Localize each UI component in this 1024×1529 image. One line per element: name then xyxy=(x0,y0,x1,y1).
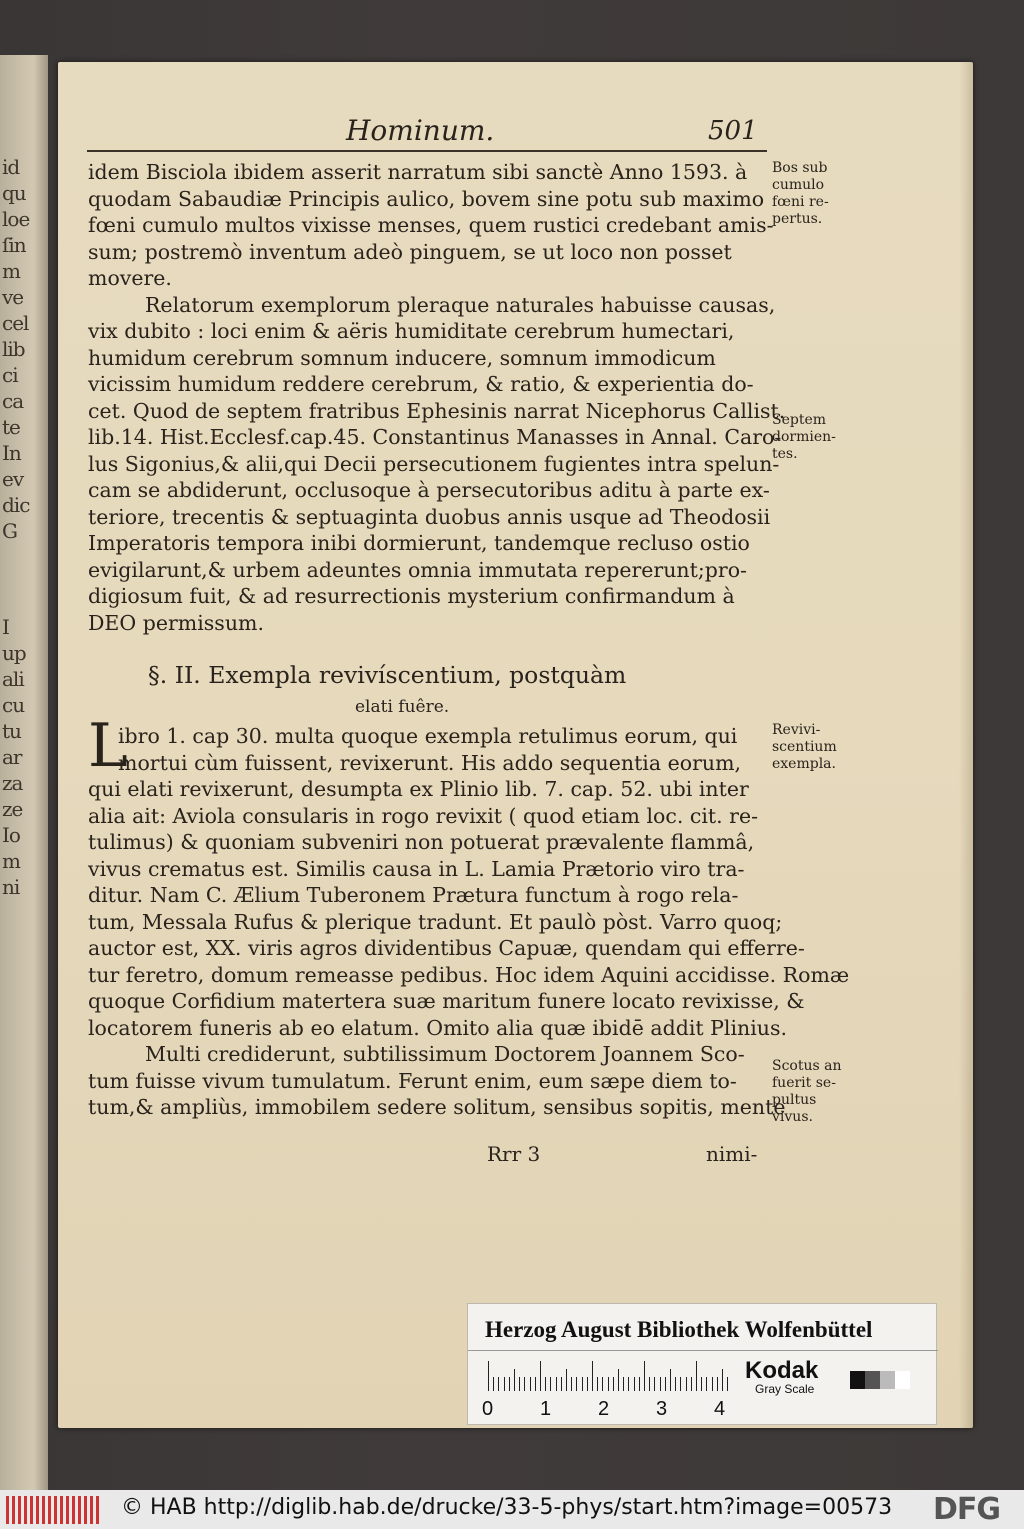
scale-tick xyxy=(498,1377,499,1391)
logo-bar xyxy=(90,1496,93,1524)
adjacent-page-fragment: m xyxy=(2,259,20,283)
text-line: humidum cerebrum somnum inducere, somnum immodicum xyxy=(88,345,716,370)
text-line: ibro 1. cap 30. multa quoque exempla retulimus eorum, qui xyxy=(118,724,738,748)
text-line: movere. xyxy=(88,266,172,290)
text-line: idem Bisciola ibidem asserit narratum sibi sanctè Anno 1593. à xyxy=(88,160,748,184)
scale-tick xyxy=(514,1369,515,1391)
margin-note: Septem dormien- tes. xyxy=(772,412,836,462)
scale-tick xyxy=(545,1377,546,1391)
text-line: alia ait: Aviola consularis in rogo revixit ( quod etiam loc. cit. re- xyxy=(88,803,759,828)
scale-tick xyxy=(649,1377,650,1391)
adjacent-page-fragment: In xyxy=(2,441,21,465)
scale-tick xyxy=(680,1377,681,1391)
source-url-link[interactable]: © HAB http://diglib.hab.de/drucke/33-5-phys/start.htm?image=00573 xyxy=(121,1495,893,1520)
text-line: Relatorum exemplorum pleraque naturales habuisse causas, xyxy=(145,292,776,317)
adjacent-page-fragment: up xyxy=(2,641,26,665)
text-line: sum; postremò inventum adeò pinguem, se ut loco non posset xyxy=(88,239,732,264)
hab-logo-icon xyxy=(6,1496,102,1524)
text-line: locatorem funeris ab eo elatum. Omito alia quæ ibidē addit Plinius. xyxy=(88,1015,788,1040)
text-line: lus Sigonius,& alii,qui Decii persecutionem fugientes intra spelun- xyxy=(88,451,780,476)
adjacent-page-fragment: id xyxy=(2,155,20,179)
dfg-logo: DFG xyxy=(933,1492,1001,1527)
adjacent-page-fragment: ali xyxy=(2,667,24,691)
scale-tick xyxy=(639,1377,640,1391)
adjacent-page-fragment: ca xyxy=(2,389,24,413)
scale-tick xyxy=(654,1377,655,1391)
logo-bar xyxy=(84,1496,87,1524)
scale-tick xyxy=(686,1377,687,1391)
scale-tick xyxy=(712,1377,713,1391)
library-color-card xyxy=(467,1303,937,1425)
adjacent-page-fragment: ev xyxy=(2,467,24,491)
scale-tick xyxy=(701,1377,702,1391)
scale-tick xyxy=(530,1377,531,1391)
scale-tick xyxy=(623,1377,624,1391)
scale-tick xyxy=(592,1361,593,1391)
card-divider xyxy=(468,1350,938,1351)
text-line: qui elati revixerunt, desumpta ex Plinio lib. 7. cap. 52. ubi inter xyxy=(88,777,749,801)
text-line: DEO permissum. xyxy=(88,610,264,635)
scale-tick xyxy=(493,1377,494,1391)
adjacent-page-fragment: qu xyxy=(2,181,26,205)
adjacent-page-fragment: I xyxy=(2,615,9,639)
margin-note: Revivi- scentium exempla. xyxy=(772,722,837,772)
scale-number: 3 xyxy=(656,1398,668,1420)
adjacent-page-fragment: ſin xyxy=(2,233,26,257)
adjacent-page-fragment: lib xyxy=(2,337,25,361)
scale-number: 2 xyxy=(598,1398,610,1420)
text-line: quoque Corfidium matertera suæ maritum funere locato revixisse, & xyxy=(88,989,805,1013)
adjacent-page-fragment: ar xyxy=(2,745,22,769)
adjacent-page-fragment: ze xyxy=(2,797,23,821)
scale-tick xyxy=(665,1377,666,1391)
scale-tick xyxy=(706,1377,707,1391)
scale-tick xyxy=(576,1377,577,1391)
logo-bar xyxy=(6,1496,9,1524)
logo-bar xyxy=(66,1496,69,1524)
section-heading: §. II. Exempla revivíscentium, postquàm xyxy=(148,661,627,689)
header-rule xyxy=(87,150,767,152)
logo-bar xyxy=(48,1496,51,1524)
text-line: tulimus) & quoniam subveniri non potuerat prævalente flammâ, xyxy=(88,830,755,854)
scale-tick xyxy=(660,1377,661,1391)
gray-swatches xyxy=(850,1371,910,1389)
logo-bar xyxy=(96,1496,99,1524)
scale-tick xyxy=(566,1369,567,1391)
text-line: tum,& ampliùs, immobilem sedere solitum, sensibus sopitis, mente xyxy=(88,1095,786,1119)
adjacent-page-edge xyxy=(0,55,48,1495)
adjacent-page-fragment: tu xyxy=(2,719,21,743)
adjacent-page-fragment: cu xyxy=(2,693,25,717)
section-subheading: elati fuêre. xyxy=(355,697,450,717)
adjacent-page-fragment: loe xyxy=(2,207,30,231)
scale-tick xyxy=(582,1377,583,1391)
margin-note: Scotus an fuerit se- pultus vivus. xyxy=(772,1058,842,1125)
text-line: tum fuisse vivum tumulatum. Ferunt enim, eum sæpe diem to- xyxy=(88,1068,737,1093)
scale-tick xyxy=(691,1377,692,1391)
text-line: ditur. Nam C. Ælium Tuberonem Prætura functum à rogo rela- xyxy=(88,883,739,907)
logo-bar xyxy=(60,1496,63,1524)
kodak-logo: Kodak xyxy=(745,1357,819,1384)
adjacent-page-fragment: te xyxy=(2,415,20,439)
logo-bar xyxy=(36,1496,39,1524)
logo-bar xyxy=(42,1496,45,1524)
adjacent-page-fragment: dic xyxy=(2,493,30,517)
text-line: tur feretro, domum remeasse pedibus. Hoc idem Aquini accidisse. Romæ xyxy=(88,962,850,987)
logo-bar xyxy=(12,1496,15,1524)
scale-tick xyxy=(722,1369,723,1391)
scale-tick xyxy=(675,1377,676,1391)
adjacent-page-fragment: cel xyxy=(2,311,29,335)
scale-number: 4 xyxy=(714,1398,726,1420)
scale-tick xyxy=(509,1377,510,1391)
logo-bar xyxy=(18,1496,21,1524)
library-name: Herzog August Bibliothek Wolfenbüttel xyxy=(485,1317,873,1342)
footer-bar xyxy=(0,1490,1024,1529)
scale-tick xyxy=(644,1361,645,1391)
text-line: Multi crediderunt, subtilissimum Doctorem Joannem Sco- xyxy=(145,1042,745,1066)
running-head: Hominum. xyxy=(346,114,495,147)
scale-tick xyxy=(556,1377,557,1391)
scale-tick xyxy=(727,1377,728,1391)
catchword: nimi- xyxy=(706,1142,758,1166)
adjacent-page-fragment: ni xyxy=(2,875,20,899)
adjacent-page-fragment: za xyxy=(2,771,23,795)
scale-tick xyxy=(587,1377,588,1391)
text-line: teriore, trecentis & septuaginta duobus annis usque ad Theodosii xyxy=(88,504,771,529)
scale-tick xyxy=(504,1377,505,1391)
scale-ruler xyxy=(488,1361,733,1391)
text-line: vivus crematus est. Similis causa in L. Lamia Prætorio viro tra- xyxy=(88,856,745,881)
scale-tick xyxy=(550,1377,551,1391)
text-line: evigilarunt,& urbem adeuntes omnia immutata repererunt;pro- xyxy=(88,557,747,582)
text-line: tum, Messala Rufus & plerique tradunt. Et paulò pòst. Varro quoq; xyxy=(88,909,783,934)
scale-tick xyxy=(561,1377,562,1391)
scale-tick xyxy=(670,1369,671,1391)
scale-tick xyxy=(488,1361,489,1391)
text-line: digiosum fuit, & ad resurrectionis mysterium confirmandum à xyxy=(88,584,735,608)
text-line: fœni cumulo multos vixisse menses, quem rustici credebant amis- xyxy=(88,213,774,237)
drop-cap: L xyxy=(88,711,128,781)
scale-tick xyxy=(717,1377,718,1391)
scale-tick xyxy=(634,1377,635,1391)
page-number: 501 xyxy=(708,116,758,146)
text-line: vix dubito : loci enim & aëris humiditate cerebrum humectari, xyxy=(88,319,735,343)
adjacent-page-fragment: ci xyxy=(2,363,18,387)
text-line: cam se abdiderunt, occlusoque à persecutoribus aditu à parte ex- xyxy=(88,478,770,502)
signature-mark: Rrr 3 xyxy=(487,1142,541,1166)
adjacent-page-fragment: ve xyxy=(2,285,24,309)
logo-bar xyxy=(72,1496,75,1524)
margin-note: Bos sub cumulo fœni re- pertus. xyxy=(772,160,829,227)
text-line: cet. Quod de septem fratribus Ephesinis narrat Nicephorus Callist. xyxy=(88,398,786,423)
text-line: quodam Sabaudiæ Principis aulico, bovem sine potu sub maximo xyxy=(88,186,765,211)
adjacent-page-fragment: G xyxy=(2,519,17,543)
scale-tick xyxy=(571,1377,572,1391)
scale-tick xyxy=(608,1377,609,1391)
logo-bar xyxy=(54,1496,57,1524)
scale-tick xyxy=(613,1377,614,1391)
scale-tick xyxy=(628,1377,629,1391)
scale-tick xyxy=(696,1361,697,1391)
text-line: auctor est, XX. viris agros dividentibus Capuæ, quendam qui efferre- xyxy=(88,936,805,960)
adjacent-page-fragment: Io xyxy=(2,823,20,847)
text-line: lib.14. Hist.Ecclesf.cap.45. Constantinus Manasses in Annal. Caro- xyxy=(88,425,782,449)
logo-bar xyxy=(30,1496,33,1524)
scale-number: 0 xyxy=(482,1398,494,1420)
text-line: vicissim humidum reddere cerebrum, & ratio, & experientia do- xyxy=(88,372,754,396)
logo-bar xyxy=(24,1496,27,1524)
scale-number: 1 xyxy=(540,1398,552,1420)
gray-scale-label: Gray Scale xyxy=(755,1382,815,1396)
scale-tick xyxy=(618,1369,619,1391)
scale-tick xyxy=(602,1377,603,1391)
scale-tick xyxy=(519,1377,520,1391)
scale-tick xyxy=(540,1361,541,1391)
text-line: Imperatoris tempora inibi dormierunt, tandemque recluso ostio xyxy=(88,531,750,555)
text-line: mortui cùm fuissent, revixerunt. His addo sequentia eorum, xyxy=(118,750,742,775)
logo-bar xyxy=(78,1496,81,1524)
scale-tick xyxy=(597,1377,598,1391)
scale-tick xyxy=(524,1377,525,1391)
adjacent-page-fragment: m xyxy=(2,849,20,873)
scale-tick xyxy=(535,1377,536,1391)
